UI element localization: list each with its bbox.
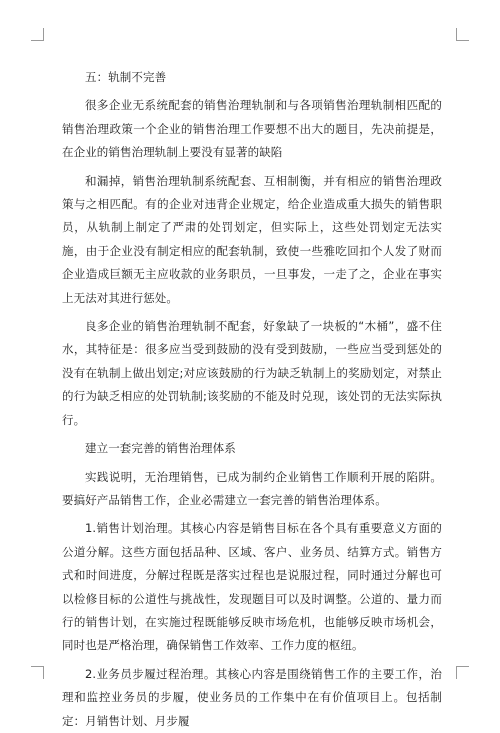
paragraph: 很多企业无系统配套的销售治理轨制和与各项销售治理轨制相匹配的销售治理政策一个企业的销售治理工作要想不出大的题目，先决前提是，在企业的销售治理轨制上要没有显著的缺陷 (62, 98, 442, 160)
paragraph: 1.销售计划治理。其核心内容是销售目标在各个具有重要意义方面的公道分解。这些方面包括品种、区域、客户、业务员、结算方式。销售方式和时间进度，分解过程既是落实过程也是说服过程，同时通过分解也可以检修目标的公道性与挑战性，发现题目可以及时调整。公道的、量力而行的销售计划，在实施过程既能够反映市场危机，也能够反映市场机会，同时也是严格治理，确保销售工作效率、工作力度的枢纽。 (62, 521, 442, 653)
crop-mark-bottom-left (31, 666, 44, 679)
crop-mark-bottom-right (456, 666, 469, 679)
subsection-heading: 建立一套完善的销售治理体系 (85, 441, 236, 456)
crop-mark-top-right (456, 28, 469, 41)
paragraph: 2.业务员步履过程治理。其核心内容是围绕销售工作的主要工作，治理和监控业务员的步履，使业务员的工作集中在有价值项目上。包括制定：月销售计划、月步履 (62, 666, 442, 728)
crop-mark-top-left (31, 28, 44, 41)
paragraph: 良多企业的销售治理轨制不配套，好象缺了一块板的“木桶”，盛不住水，其特征是：很多应当受到鼓励的没有受到鼓励，一些应当受到惩处的没有在轨制上做出划定;对应该鼓励的行为缺乏轨制上的奖励划定，对禁止的行为缺乏相应的处罚轨制;该奖励的不能及时兑现，该处罚的无法实际执行。 (62, 319, 442, 427)
section-heading: 五：轨制不完善 (85, 70, 167, 84)
paragraph: 实践说明，无治理销售，已成为制约企业销售工作顺利开展的陷阱。要搞好产品销售工作，企业必需建立一套完善的销售治理体系。 (62, 469, 442, 507)
paragraph: 和漏掉，销售治理轨制系统配套、互相制衡，并有相应的销售治理政策与之相匹配。有的企业对违背企业规定，给企业造成重大损失的销售职员，从轨制上制定了严肃的处罚划定，但实际上，这些处罚划定无法实施，由于企业没有制定相应的配套轨制，致使一些雅吃回扣个人发了财而企业造成巨额无主应收款的业务职员，一旦事发，一走了之，企业在事实上无法对其进行惩处。 (62, 173, 442, 305)
document-page (62, 66, 442, 733)
